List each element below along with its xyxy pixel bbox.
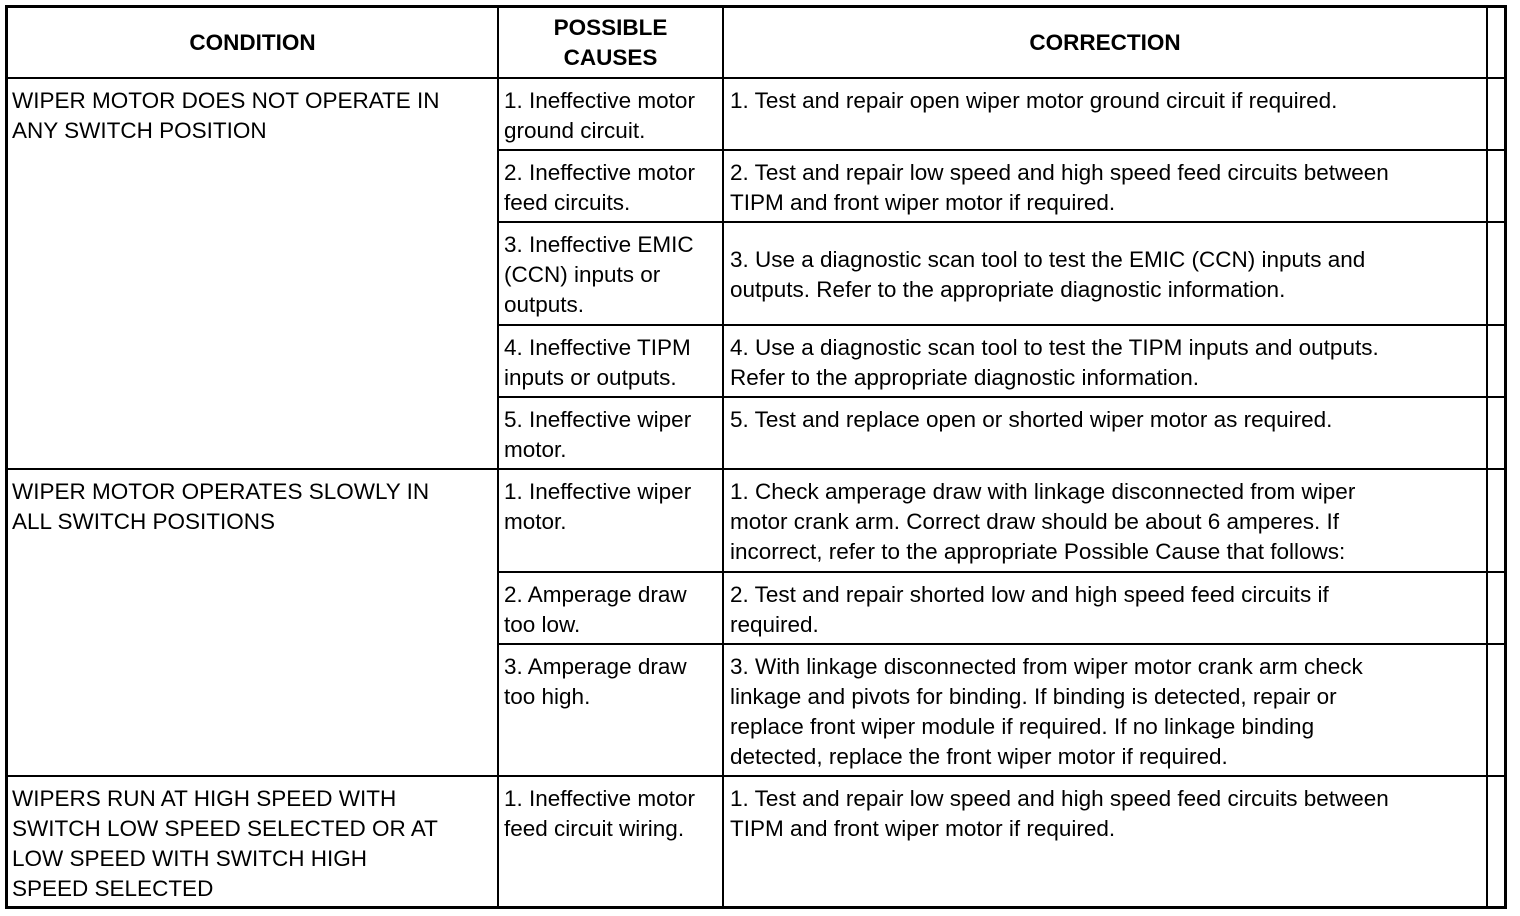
- correction-line: motor crank arm. Correct draw should be about 6 amperes. If: [730, 509, 1340, 534]
- row-divider: [497, 571, 1507, 573]
- correction-line: detected, replace the front wiper motor if required.: [730, 744, 1228, 769]
- cause-cell: [504, 580, 687, 640]
- cause-cell: [504, 652, 687, 712]
- cause-line: inputs or outputs.: [504, 365, 677, 390]
- correction-cell: [730, 333, 1379, 393]
- row-divider: [497, 149, 1507, 151]
- correction-line: 1. Check amperage draw with linkage disconnected from wiper: [730, 479, 1356, 504]
- cause-line: outputs.: [504, 292, 585, 317]
- cause-cell: [504, 405, 691, 465]
- condition-line: ANY SWITCH POSITION: [12, 118, 267, 143]
- condition-line: SPEED SELECTED: [12, 876, 214, 901]
- correction-line: linkage and pivots for binding. If binding is detected, repair or: [730, 684, 1337, 709]
- cause-line: 1. Ineffective wiper: [504, 479, 692, 504]
- cause-line: 2. Ineffective motor: [504, 160, 695, 185]
- correction-line: outputs. Refer to the appropriate diagnostic information.: [730, 277, 1286, 302]
- correction-line: 5. Test and replace open or shorted wiper motor as required.: [730, 407, 1333, 432]
- condition-line: SWITCH LOW SPEED SELECTED OR AT: [12, 816, 438, 841]
- condition-cell: [12, 784, 438, 904]
- correction-line: 3. With linkage disconnected from wiper motor crank arm check: [730, 654, 1363, 679]
- cause-line: 1. Ineffective motor: [504, 786, 695, 811]
- row-divider: [497, 643, 1507, 645]
- row-divider: [497, 221, 1507, 223]
- cause-line: ground circuit.: [504, 118, 646, 143]
- column-divider-causes: [722, 5, 724, 909]
- row-divider: [497, 396, 1507, 398]
- correction-line: required.: [730, 612, 819, 637]
- header-divider: [5, 77, 1507, 79]
- header-possible-causes: [499, 13, 722, 73]
- condition-cell: [12, 86, 440, 146]
- correction-cell: [730, 86, 1337, 116]
- condition-line: WIPER MOTOR OPERATES SLOWLY IN: [12, 479, 430, 504]
- cause-line: motor.: [504, 437, 567, 462]
- header-condition: CONDITION: [189, 30, 316, 55]
- column-divider-right-margin: [1486, 5, 1488, 909]
- condition-cell: [12, 477, 429, 537]
- cause-line: too high.: [504, 684, 591, 709]
- header-causes-line-2: CAUSES: [563, 45, 658, 70]
- correction-line: 1. Test and repair open wiper motor ground circuit if required.: [730, 88, 1338, 113]
- correction-cell: [730, 784, 1389, 844]
- header-causes-line-1: POSSIBLE: [553, 15, 668, 40]
- correction-line: 3. Use a diagnostic scan tool to test the EMIC (CCN) inputs and: [730, 247, 1366, 272]
- condition-line: LOW SPEED WITH SWITCH HIGH: [12, 846, 368, 871]
- group-divider-2: [5, 775, 1507, 777]
- correction-cell: [730, 477, 1355, 567]
- cause-line: too low.: [504, 612, 581, 637]
- correction-cell: [730, 405, 1332, 435]
- correction-cell: [730, 580, 1329, 640]
- cause-cell: [504, 158, 695, 218]
- correction-line: 1. Test and repair low speed and high speed feed circuits between: [730, 786, 1389, 811]
- cause-line: 3. Ineffective EMIC: [504, 232, 694, 257]
- condition-line: WIPER MOTOR DOES NOT OPERATE IN: [12, 88, 440, 113]
- cause-cell: [504, 230, 694, 320]
- cause-line: (CCN) inputs or: [504, 262, 661, 287]
- correction-line: replace front wiper module if required. If no linkage binding: [730, 714, 1315, 739]
- correction-line: 4. Use a diagnostic scan tool to test the TIPM inputs and outputs.: [730, 335, 1379, 360]
- correction-line: 2. Test and repair shorted low and high speed feed circuits if: [730, 582, 1329, 607]
- correction-line: TIPM and front wiper motor if required.: [730, 190, 1116, 215]
- cause-line: 3. Amperage draw: [504, 654, 687, 679]
- condition-line: WIPERS RUN AT HIGH SPEED WITH: [12, 786, 397, 811]
- correction-cell: [730, 245, 1365, 305]
- correction-cell: [730, 158, 1389, 218]
- condition-line: ALL SWITCH POSITIONS: [12, 509, 275, 534]
- cause-line: motor.: [504, 509, 567, 534]
- correction-line: incorrect, refer to the appropriate Possible Cause that follows:: [730, 539, 1346, 564]
- correction-line: TIPM and front wiper motor if required.: [730, 816, 1116, 841]
- cause-line: feed circuits.: [504, 190, 631, 215]
- cause-cell: [504, 333, 691, 393]
- cause-cell: [504, 86, 695, 146]
- header-correction: CORRECTION: [1029, 30, 1181, 55]
- group-divider-1: [5, 468, 1507, 470]
- cause-line: 2. Amperage draw: [504, 582, 687, 607]
- cause-cell: [504, 784, 695, 844]
- cause-line: 4. Ineffective TIPM: [504, 335, 691, 360]
- cause-line: feed circuit wiring.: [504, 816, 685, 841]
- correction-cell: [730, 652, 1363, 772]
- cause-line: 1. Ineffective motor: [504, 88, 695, 113]
- correction-line: 2. Test and repair low speed and high speed feed circuits between: [730, 160, 1389, 185]
- correction-line: Refer to the appropriate diagnostic information.: [730, 365, 1200, 390]
- cause-line: 5. Ineffective wiper: [504, 407, 692, 432]
- column-divider-condition: [497, 5, 499, 909]
- row-divider: [497, 324, 1507, 326]
- cause-cell: [504, 477, 691, 537]
